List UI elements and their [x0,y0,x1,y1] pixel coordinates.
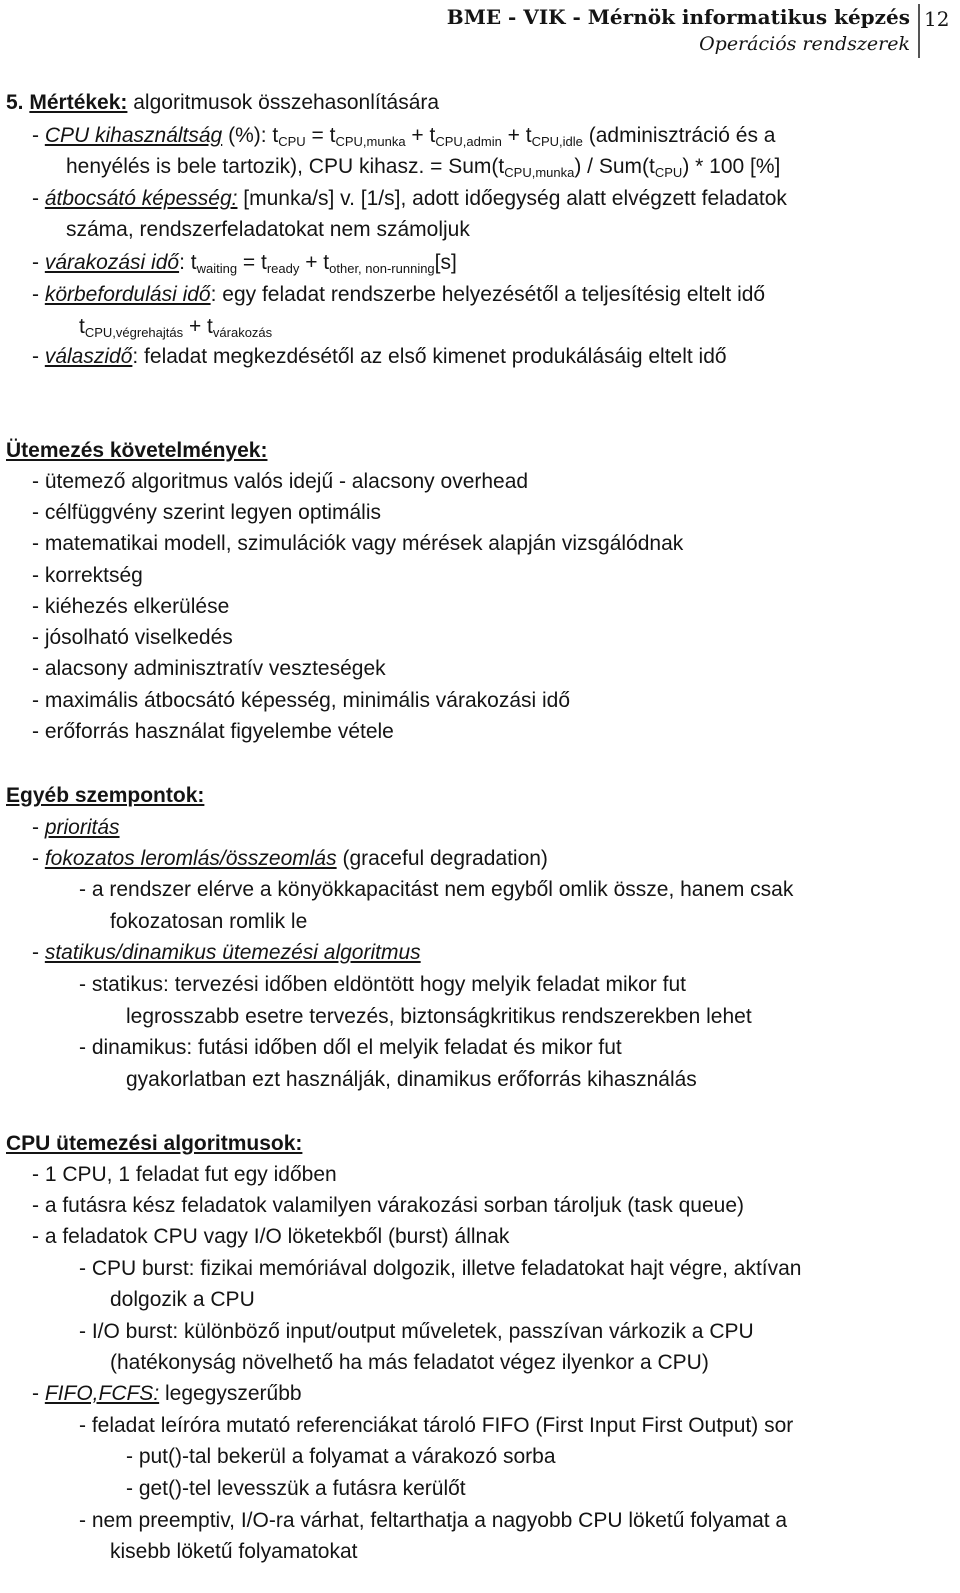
list-item: - jósolható viselkedés [32,626,233,649]
list-item: - nem preemptiv, I/O-ra várhat, feltarthatja a nagyobb CPU löketű folyamat a [79,1509,788,1532]
page-number: 12 [924,7,950,31]
list-item: - alacsony adminisztratív veszteségek [32,657,386,680]
list-item: - célfüggvény szerint legyen optimális [32,501,382,524]
list-item: - 1 CPU, 1 feladat fut egy időben [32,1163,337,1186]
course-subtitle: Operációs rendszerek [699,33,910,55]
response-time-item: - válaszidő: feladat megkezdésétől az első kimenet produkálásáig eltelt idő [32,345,727,368]
list-item: kisebb löketű folyamatokat [110,1540,358,1563]
list-item: - dinamikus: futási időben dől el melyik feladat és mikor fut [79,1036,622,1059]
metrics-heading: 5. Mértékek: algoritmusok összehasonlítására [6,91,440,114]
fifo-item: - FIFO,FCFS: legegyszerűbb [32,1382,302,1405]
list-item: - ütemező algoritmus valós idejű - alacsony overhead [32,470,529,493]
cpu-scheduling-heading: CPU ütemezési algoritmusok: [6,1132,303,1155]
list-item: - korrektség [32,564,143,587]
list-item: dolgozik a CPU [110,1288,255,1311]
turnaround-item: - körbefordulási idő: egy feladat rendszerbe helyezésétől a teljesítésig eltelt idő [32,283,766,306]
throughput-cont: száma, rendszerfeladatokat nem számoljuk [66,218,470,241]
priority-item: - prioritás [32,816,120,839]
list-item: - kiéhezés elkerülése [32,595,230,618]
header-divider [918,4,920,58]
turnaround-formula: $t_{CPU,végrehajtás} + t_{várakozás}$ [79,315,273,340]
page-header [0,0,960,60]
static-dynamic-item: - statikus/dinamikus ütemezési algoritmus [32,941,421,964]
list-item: gyakorlatban ezt használják, dinamikus erőforrás kihasználás [126,1068,697,1091]
list-item: - a rendszer elérve a könyökkapacitást nem egyből omlik össze, hanem csak [79,878,794,901]
list-item: - get()-tel levesszük a futásra kerülőt [126,1477,466,1500]
cpu-utilization-formula: henyélés is bele tartozik), CPU kihasz. = $Sum(t_{CPU,munka}) / Sum(t_{CPU}) * 100$ [%] [66,155,781,180]
list-item: - erőforrás használat figyelembe vétele [32,720,394,743]
list-item: - CPU burst: fizikai memóriával dolgozik, illetve feladatokat hajt végre, aktívan [79,1257,802,1280]
list-item: - put()-tal bekerül a folyamat a várakozó sorba [126,1445,556,1468]
list-item: - I/O burst: különböző input/output műveletek, passzívan várkozik a CPU [79,1320,754,1343]
list-item: legrosszabb esetre tervezés, biztonságkritikus rendszerekben lehet [126,1005,752,1028]
list-item: - a futásra kész feladatok valamilyen várakozási sorban tároljuk (task queue) [32,1194,745,1217]
list-item: (hatékonyság növelhető ha más feladatot végez ilyenkor a CPU) [110,1351,709,1374]
list-item: - maximális átbocsátó képesség, minimális várakozási idő [32,689,571,712]
list-item: - a feladatok CPU vagy I/O löketekből (burst) állnak [32,1225,510,1248]
list-item: - matematikai modell, szimulációk vagy mérések alapján vizsgálódnak [32,532,684,555]
list-item: fokozatosan romlik le [110,910,308,933]
list-item: - feladat leíróra mutató referenciákat tároló FIFO (First Input First Output) sor [79,1414,794,1437]
waiting-time-item: - várakozási idő: $t_{waiting} = t_{ready} + t_{other, non-running}[s]$ [32,251,457,276]
throughput-item: - átbocsátó képesség: [munka/s] v. [1/s], adott időegység alatt elvégzett feladatok [32,187,787,210]
list-item: - statikus: tervezési időben eldöntött hogy melyik feladat mikor fut [79,973,686,996]
course-title: BME - VIK - Mérnök informatikus képzés [446,5,910,29]
requirements-heading: Ütemezés követelmények: [6,439,268,462]
other-aspects-heading: Egyéb szempontok: [6,784,205,807]
cpu-utilization-item: - CPU kihasználtság (%): $t_{CPU} = t_{CPU,munka} + t_{CPU,admin} + t_{CPU,idle}$ (adminisztráció és a [32,124,776,149]
degradation-item: - fokozatos leromlás/összeomlás (graceful degradation) [32,847,548,870]
